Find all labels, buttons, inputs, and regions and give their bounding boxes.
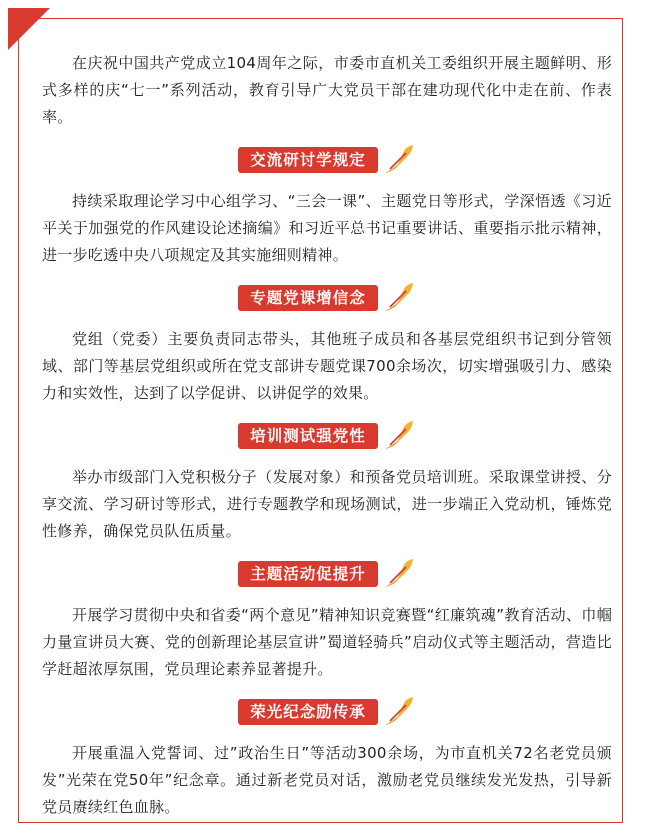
quill-pen-icon: [382, 419, 416, 453]
section-body-4: 开展学习贯彻中央和省委“两个意见”精神知识竞赛暨“红廉筑魂”教育活动、巾帼力量宣讲员大赛、党的创新理论基层宣讲”蜀道轻骑兵”启动仪式等主题活动，营造比学赶超浓厚氛围，党员理论素养显著提升。: [42, 606, 612, 678]
quill-pen-icon: [382, 143, 416, 177]
quill-pen-icon: [382, 695, 416, 729]
section-heading-3: [42, 418, 612, 454]
article-content: [42, 50, 612, 821]
section-title: 主题活动促提升: [238, 561, 378, 587]
quill-pen-icon: [382, 557, 416, 591]
section-title: 荣光纪念励传承: [238, 699, 378, 725]
section-body-5: 开展重温入党誓词、过”政治生日”等活动300余场，为市直机关72名老党员颁发”光荣在党50年”纪念章。通过新老党员对话，激励老党员继续发光发热，引导新党员赓续红色血脉。: [42, 744, 612, 816]
section-title: 培训测试强党性: [238, 423, 378, 449]
section-title: 交流研讨学规定: [238, 147, 378, 173]
section-title: 专题党课增信念: [238, 285, 378, 311]
section-body-2: 党组（党委）主要负责同志带头，其他班子成员和各基层党组织书记到分管领域、部门等基层党组织或所在党支部讲专题党课700余场次，切实增强吸引力、感染力和实效性，达到了以学促讲、以讲促学的效果。: [42, 330, 612, 402]
section-heading-4: [42, 556, 612, 592]
section-body-1: 持续采取理论学习中心组学习、“三会一课”、主题党日等形式，学深悟透《习近平关于加强党的作风建设论述摘编》和习近平总书记重要讲话、重要指示批示精神，进一步吃透中央八项规定及其实施细则精神。: [42, 192, 612, 264]
section-heading-2: [42, 280, 612, 316]
section-heading-5: [42, 694, 612, 730]
quill-pen-icon: [382, 281, 416, 315]
section-body-3: 举办市级部门入党积极分子（发展对象）和预备党员培训班。采取课堂讲授、分享交流、学习研讨等形式，进行专题教学和现场测试，进一步端正入党动机，锤炼党性修养，确保党员队伍质量。: [42, 468, 612, 540]
corner-triangle-decoration: [8, 8, 50, 50]
section-heading-1: [42, 142, 612, 178]
intro-paragraph: 在庆祝中国共产党成立104周年之际，市委市直机关工委组织开展主题鲜明、形式多样的庆“七一”系列活动，教育引导广大党员干部在建功现代化中走在前、作表率。: [42, 54, 612, 126]
